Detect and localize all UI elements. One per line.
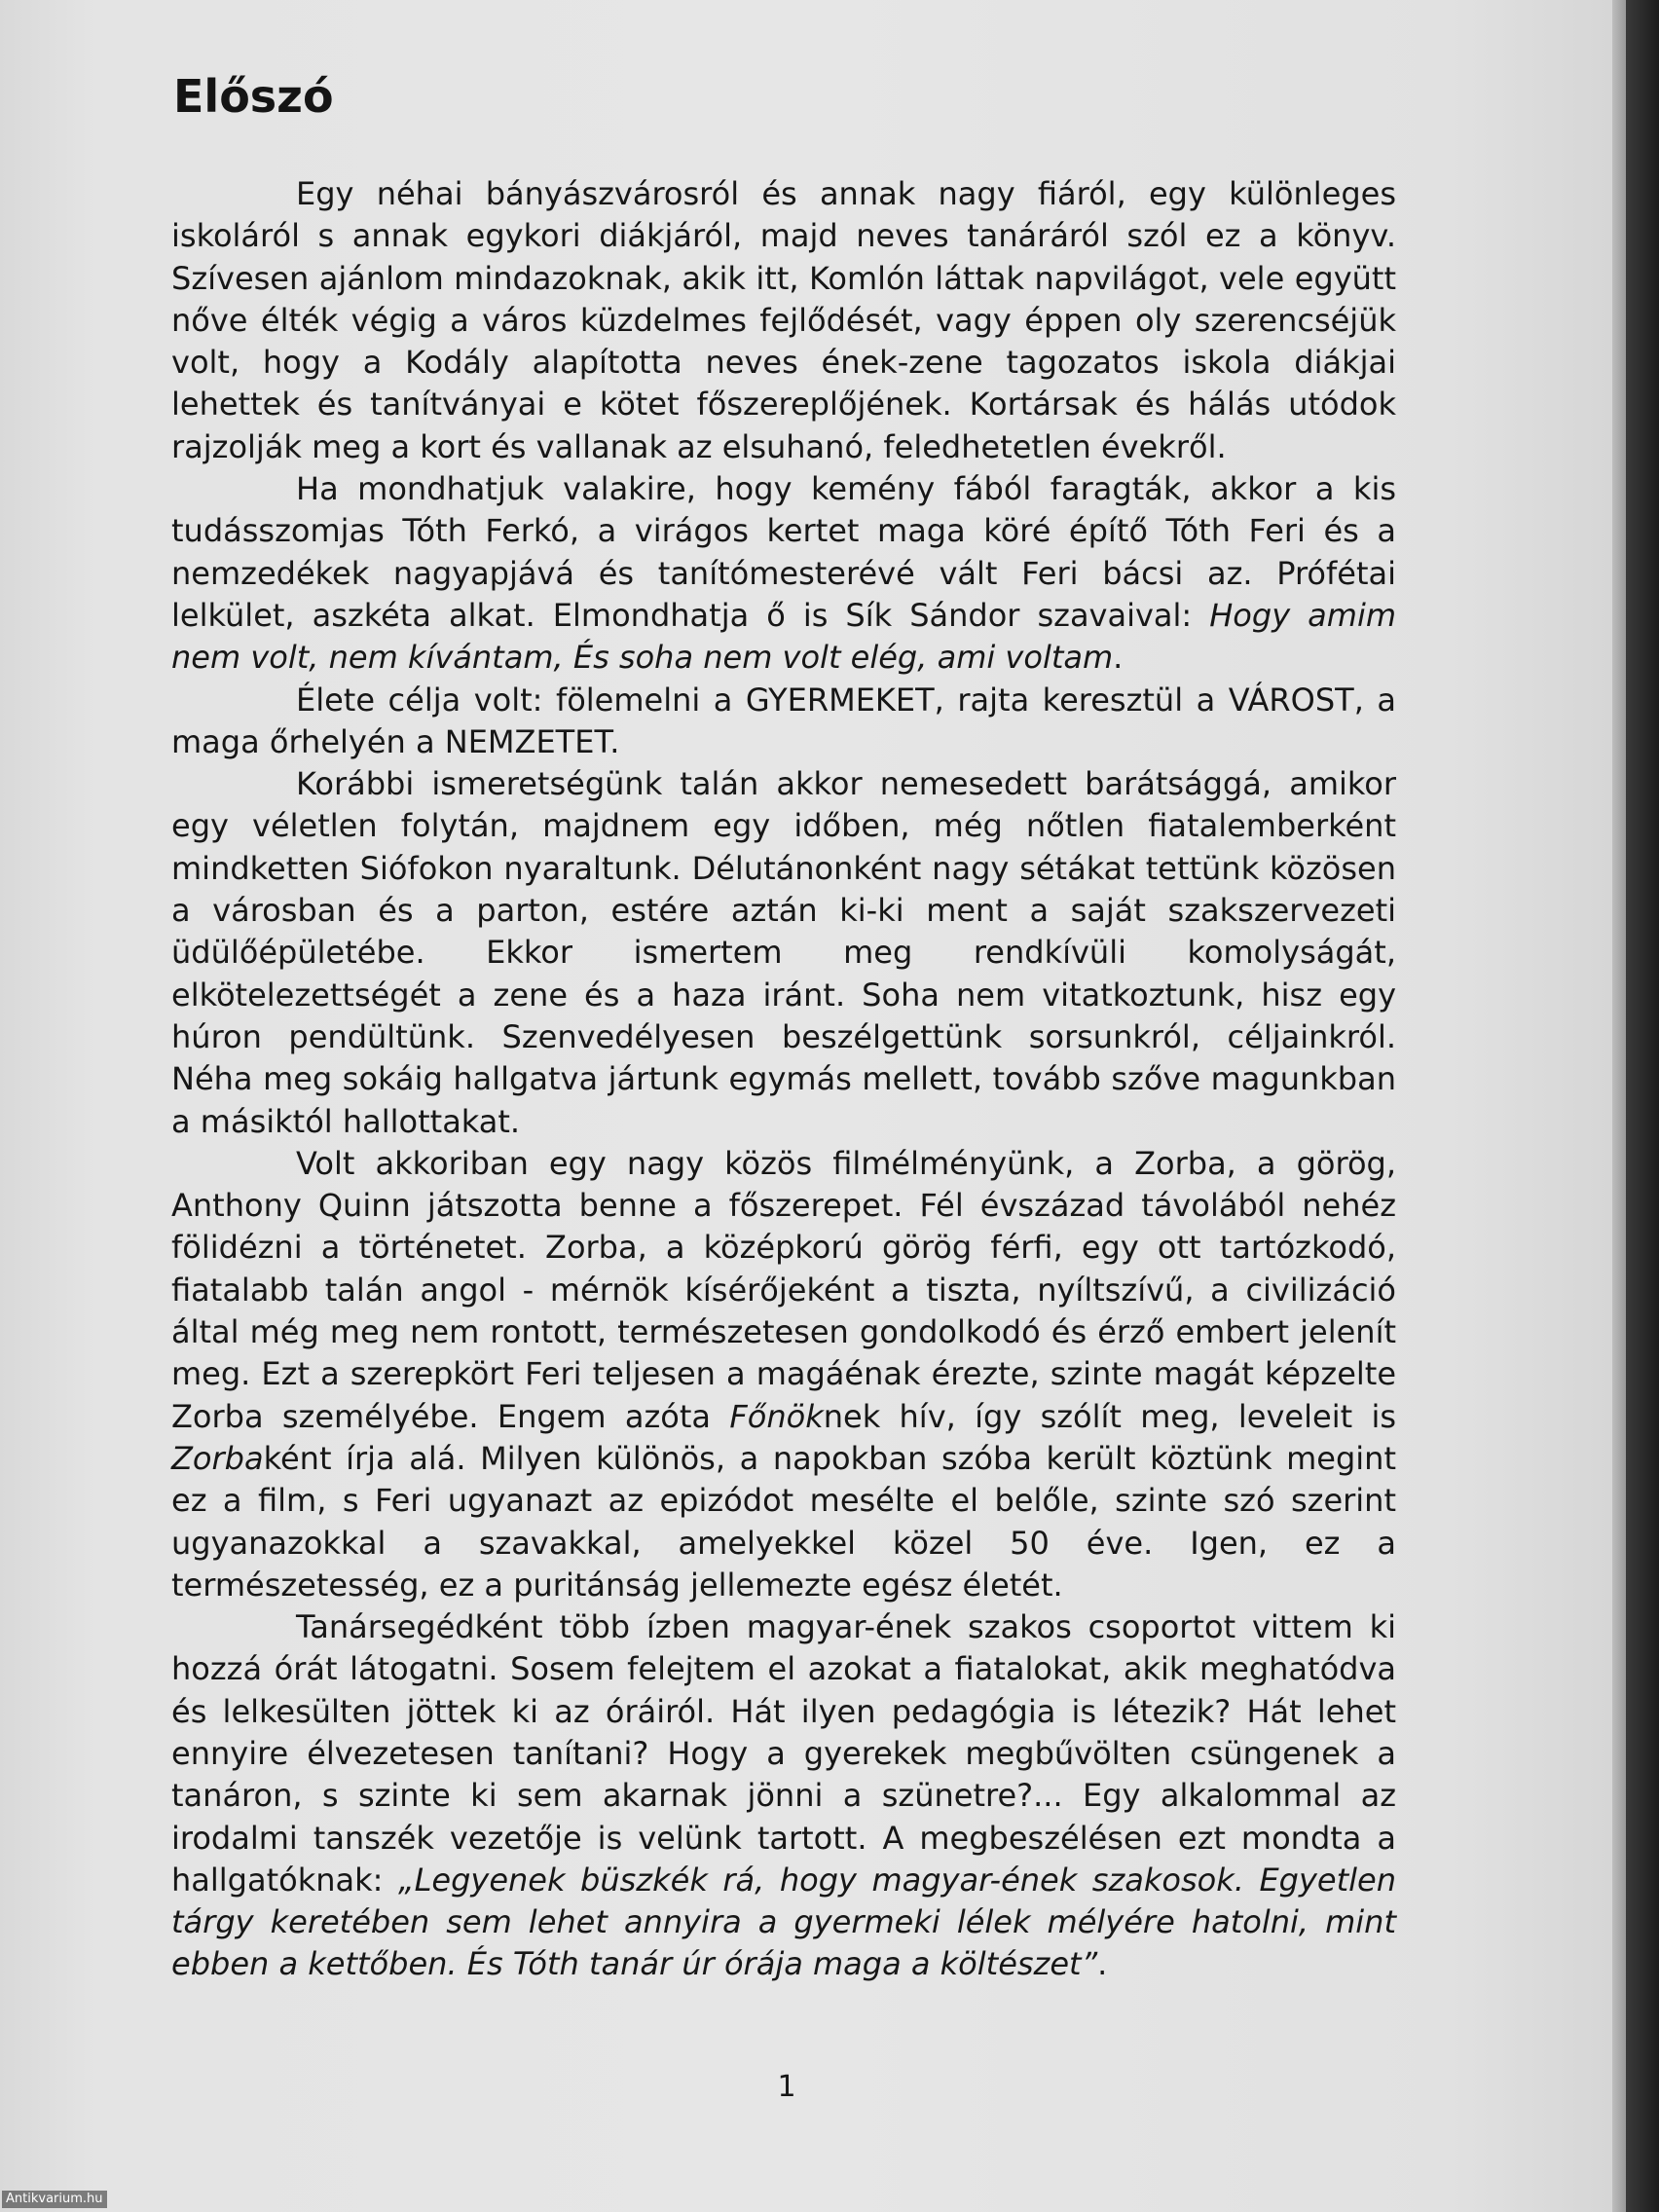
paragraph bbox=[171, 468, 1396, 679]
text-run: Ha mondhatjuk valakire, hogy kemény fából faragták, akkor a kis tudásszomjas Tóth Ferkó, a virágos kertet maga köré építő Tóth Feri és a nemzedékek nagyapjává és tanítómesterévé vált Feri bácsi az. Prófétai lelkület, aszkéta alkat. Elmondhatja ő is Sík Sándor szavaival: bbox=[171, 470, 1396, 634]
paragraph bbox=[171, 763, 1396, 1143]
page-number: 1 bbox=[777, 2070, 796, 2104]
page-title: Előszó bbox=[173, 70, 334, 123]
text-run: Élete célja volt: fölemelni a GYERMEKET, rajta keresztül a VÁROST, a maga őrhelyén a NEMZETET. bbox=[171, 681, 1396, 760]
paragraph bbox=[171, 1606, 1396, 1986]
text-run-italic: Főnök bbox=[729, 1397, 824, 1435]
text-run-italic: Zorba bbox=[171, 1439, 264, 1477]
page-edge bbox=[1612, 0, 1626, 2212]
paragraph bbox=[171, 1143, 1396, 1606]
paragraph bbox=[171, 173, 1396, 468]
watermark: Antikvarium.hu bbox=[2, 2191, 107, 2208]
text-run-italic: „Legyenek büszkék rá, hogy magyar-ének szakosok. Egyetlen tárgy keretében sem lehet annyira a gyermeki lélek mélyére hatolni, mint ebben a kettőben. És Tóth tanár úr órája maga a költészet” bbox=[171, 1861, 1397, 1983]
text-run: Korábbi ismeretségünk talán akkor nemesedett barátsággá, amikor egy véletlen folytán, majdnem egy időben, még nőtlen fiatalemberként mindketten Siófokon nyaraltunk. Délutánonként nagy sétákat tettünk közösen a városban és a parton, estére aztán ki-ki ment a saját szakszervezeti üdülőépületébe. Ekkor ismertem meg rendkívüli komolyságát, elkötelezettségét a zene és a haza iránt. Soha nem vitatkoztunk, hisz egy húron pendültünk. Szenvedélyesen beszélgettünk sorsunkról, céljainkról. Néha meg sokáig hallgatva jártunk egymás mellett, tovább szőve magunkban a másiktól hallottakat. bbox=[171, 765, 1396, 1140]
text-run: Volt akkoriban egy nagy közös filmélményünk, a Zorba, a görög, Anthony Quinn játszotta benne a főszerepet. Fél évszázad távolából nehéz fölidézni a történetet. Zorba, a középkorú görög férfi, egy ott tartózkodó, fiatalabb talán angol - mérnök kísérőjeként a tiszta, nyíltszívű, a civilizáció által még meg nem rontott, természetesen gondolkodó és érző embert jelenít meg. Ezt a szerepkört Feri teljesen a magáénak érezte, szinte magát képzelte Zorba személyébe. Engem azóta bbox=[171, 1144, 1396, 1435]
text-run: nek hív, így szólít meg, leveleit is bbox=[823, 1397, 1397, 1435]
text-run-italic: Hogy amim nem volt, nem kívántam, És soha nem volt elég, ami voltam bbox=[171, 596, 1396, 677]
text-run: Egy néhai bányászvárosról és annak nagy fiáról, egy különleges iskoláról s annak egykori diákjáról, majd neves tanáráról szól ez a könyv. Szívesen ajánlom mindazoknak, akik itt, Komlón láttak napvilágot, vele együtt nőve élték végig a város küzdelmes fejlődését, vagy éppen oly szerencséjük volt, hogy a Kodály alapította neves ének-zene tagozatos iskola diákjai lehettek és tanítványai e kötet főszereplőjének. Kortársak és hálás utódok rajzolják meg a kort és vallanak az elsuhanó, feledhetetlen évekről. bbox=[171, 175, 1396, 465]
paragraph bbox=[171, 680, 1396, 764]
text-run: Tanársegédként több ízben magyar-ének szakos csoportot vittem ki hozzá órát látogatni. Sosem felejtem el azokat a fiatalokat, akik meghatódva és lelkesülten jöttek ki az óráiról. Hát ilyen pedagógia is létezik? Hát lehet ennyire élvezetesen tanítani? Hogy a gyerekek megbűvölten csüngenek a tanáron, s szinte ki sem akarnak jönni a szünetre?... Egy alkalommal az irodalmi tanszék vezetője is velünk tartott. A megbeszélésen ezt mondta a hallgatóknak: bbox=[171, 1608, 1396, 1899]
text-run: . bbox=[1097, 1945, 1108, 1983]
body-text bbox=[171, 173, 1396, 1986]
text-run: ként írja alá. Milyen különös, a napokban szóba került köztünk megint ez a film, s Feri ugyanazt az epizódot mesélte el belőle, szinte szó szerint ugyanazokkal a szavakkal, amelyekkel közel 50 éve. Igen, ez a természetesség, ez a puritánság jellemezte egész életét. bbox=[171, 1439, 1396, 1604]
binding-shadow bbox=[1626, 0, 1659, 2212]
text-run: . bbox=[1113, 639, 1124, 677]
